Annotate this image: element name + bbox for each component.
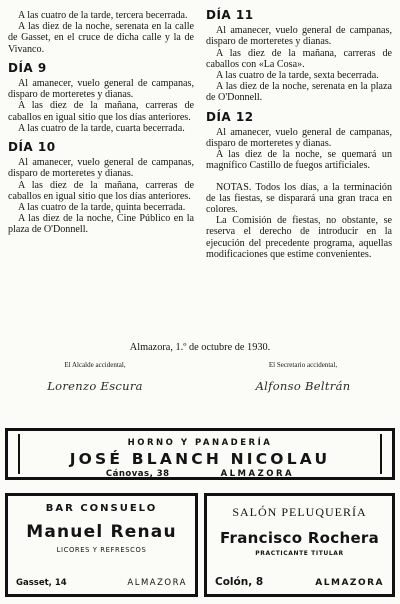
signature-name: Alfonso Beltrán <box>255 379 351 393</box>
signature-title: El Secretario accidental, <box>268 361 338 369</box>
salon-address: Colón, 8 <box>215 576 264 588</box>
program-paragraph: A las diez de la mañana, carreras de caballos en igual sitio que los días anteriores. <box>8 179 194 202</box>
program-paragraph: A las cuatro de la tarde, quinta becerrada. <box>18 202 186 214</box>
bakery-ad-inner <box>18 434 382 479</box>
bar-city: ALMAZORA <box>127 578 187 588</box>
salon-advertisement <box>204 493 395 597</box>
bar-tagline: LICORES Y REFRESCOS <box>56 546 147 554</box>
salon-business-type: SALÓN PELUQUERÍA <box>232 505 367 519</box>
salon-address-row <box>215 576 384 588</box>
bar-advertisement <box>5 493 198 597</box>
program-paragraph: Al amanecer, vuelo general de campanas, disparo de morteretes y dianas. <box>8 78 194 101</box>
program-paragraph: Al amanecer, vuelo general de campanas, disparo de morteretes y dianas. <box>206 25 392 48</box>
salon-tagline: PRACTICANTE TITULAR <box>255 550 344 557</box>
bar-business-name: BAR CONSUELO <box>45 503 158 514</box>
program-paragraph: A las cuatro de la tarde, cuarta becerrada. <box>18 122 185 134</box>
day-heading: DÍA 10 <box>8 140 56 155</box>
bakery-owner-name: JOSÉ BLANCH NICOLAU <box>69 450 331 468</box>
bar-address: Gasset, 14 <box>16 578 67 588</box>
mayor-signature-block <box>10 361 180 393</box>
program-paragraph: Al amanecer, vuelo general de campanas, disparo de morteretes y dianas. <box>206 126 392 150</box>
bakery-business-type: HORNO Y PANADERÍA <box>127 438 273 448</box>
bakery-city: ALMAZORA <box>220 469 295 479</box>
program-paragraph: A las diez de la noche, se quemará un magnífico Castillo de fuegos artificiales. <box>206 149 392 172</box>
notes-paragraph: NOTAS. Todos los días, a la terminación de las fiestas, se disparará una gran traca en colores. <box>206 181 392 216</box>
bar-address-row <box>16 578 187 588</box>
day-heading: DÍA 9 <box>8 60 47 75</box>
salon-city: ALMAZORA <box>315 578 384 588</box>
program-paragraph: A las cuatro de la tarde, sexta becerrada. <box>216 70 379 82</box>
bakery-advertisement <box>5 428 395 480</box>
signature-title: El Alcalde accidental, <box>64 361 126 369</box>
program-paragraph: A las diez de la mañana, carreras de caballos en igual sitio que los días anteriores. <box>8 100 194 123</box>
program-paragraph: A las diez de la mañana, carreras de caballos con «La Cosa». <box>206 47 392 70</box>
secretary-signature-block <box>218 361 388 393</box>
date-line: Almazora, 1.º de octubre de 1930. <box>129 342 271 353</box>
notes-paragraph: La Comisión de fiestas, no obstante, se reserva el derecho de introducir en la ejecución del precedente programa, aquellas modificaciones que estime convenientes. <box>206 215 392 260</box>
left-column <box>8 10 194 236</box>
program-paragraph: A las diez de la noche, serenata en la plaza de O'Donnell. <box>206 81 392 104</box>
right-column <box>206 10 392 260</box>
day-heading: DÍA 11 <box>206 8 254 22</box>
program-paragraph: Al amanecer, vuelo general de campanas, disparo de morteretes y dianas. <box>8 157 194 180</box>
program-paragraph: A las diez de la noche, Cine Público en la plaza de O'Donnell. <box>8 213 194 236</box>
intro-paragraph: A las cuatro de la tarde, tercera becerrada. <box>18 10 188 21</box>
intro-paragraph: A las diez de la noche, serenata en la calle de Gasset, en el cruce de dicha calle y la de Vivanco. <box>8 21 194 55</box>
bakery-address: Cánovas, 38 <box>105 469 170 479</box>
notes-block <box>206 182 392 260</box>
day-heading: DÍA 12 <box>206 109 254 124</box>
bakery-address-row <box>20 469 380 479</box>
bar-owner-name: Manuel Renau <box>26 522 177 542</box>
salon-owner-name: Francisco Rochera <box>219 529 380 547</box>
signature-name: Lorenzo Escura <box>47 379 143 393</box>
